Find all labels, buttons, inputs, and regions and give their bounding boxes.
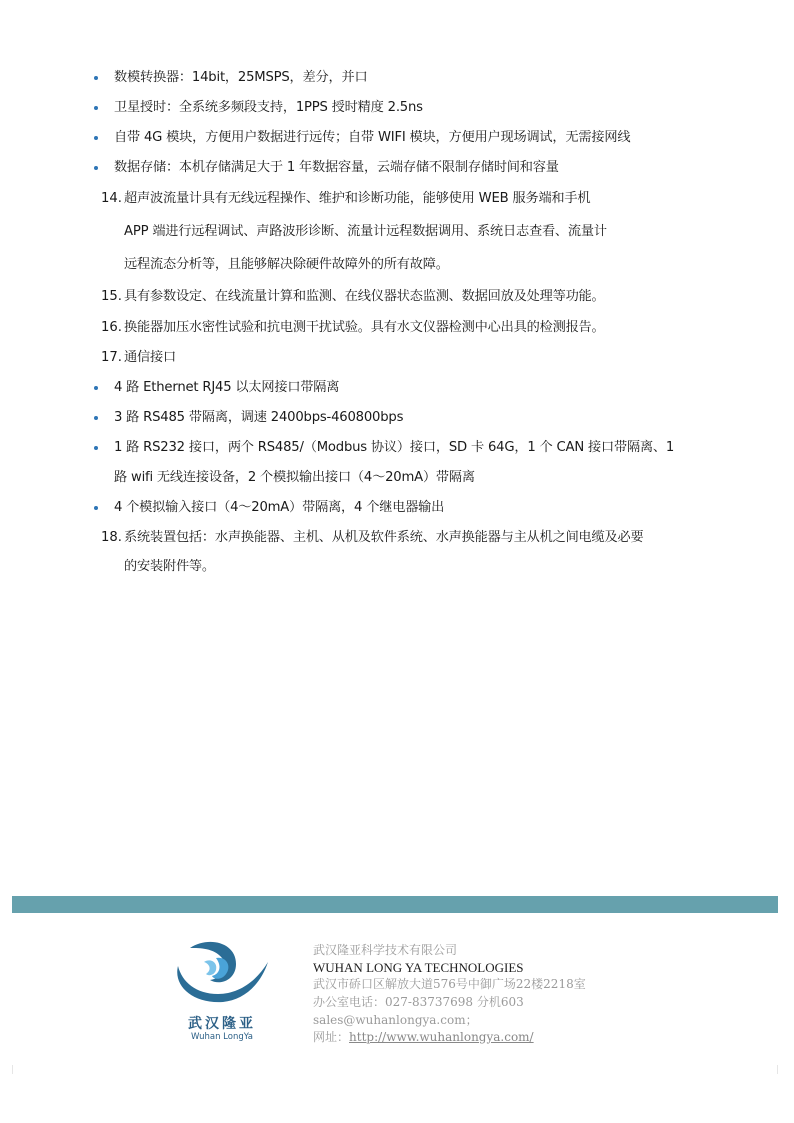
- bullet-icon: [94, 76, 98, 80]
- item-text: APP 端进行远程调试、声路波形诊断、流量计远程数据调用、系统日志查看、流量计: [124, 224, 607, 239]
- page-edge-mark: [12, 1065, 13, 1074]
- company-name-cn: 武汉隆亚科学技术有限公司: [313, 943, 458, 957]
- bullet-text: 自带 4G 模块，方便用户数据进行远传；自带 WIFI 模块，方便用户现场调试，无需接网线: [114, 130, 631, 145]
- bullet-icon: [94, 446, 98, 450]
- item-text: 的安装附件等。: [124, 559, 215, 574]
- bullet-icon: [94, 106, 98, 110]
- bullet-icon: [94, 506, 98, 510]
- logo-english-name: Wuhan LongYa: [191, 1032, 253, 1042]
- bullet-text: 1 路 RS232 接口，两个 RS485/（Modbus 协议）接口，SD 卡 64G，1 个 CAN 接口带隔离、1: [114, 440, 675, 455]
- bullet-text: 4 个模拟输入接口（4～20mA）带隔离，4 个继电器输出: [114, 500, 445, 515]
- company-email: sales@wuhanlongya.com；: [313, 1013, 478, 1027]
- company-address: 武汉市硚口区解放大道576号中御广场22楼2218室: [313, 977, 586, 991]
- company-phone: 办公室电话：027-83737698 分机603: [313, 995, 524, 1009]
- bullet-text: 数据存储：本机存储满足大于 1 年数据容量，云端存储不限制存储时间和容量: [114, 160, 559, 175]
- company-name-en: WUHAN LONG YA TECHNOLOGIES: [313, 960, 524, 975]
- item-number: 17.: [101, 350, 122, 365]
- logo-chinese-name: 武汉隆亚: [188, 1016, 256, 1032]
- bullet-text: 3 路 RS485 带隔离，调速 2400bps-460800bps: [114, 410, 404, 425]
- bullet-text: 路 wifi 无线连接设备，2 个模拟输出接口（4～20mA）带隔离: [114, 470, 475, 485]
- bullet-icon: [94, 416, 98, 420]
- item-text: 系统装置包括：水声换能器、主机、从机及软件系统、水声换能器与主从机之间电缆及必要: [124, 530, 644, 545]
- bullet-icon: [94, 386, 98, 390]
- item-text: 通信接口: [124, 350, 176, 365]
- company-website-row: [313, 1030, 534, 1045]
- item-text: 具有参数设定、在线流量计算和监测、在线仪器状态监测、数据回放及处理等功能。: [124, 289, 605, 304]
- item-number: 16.: [101, 320, 122, 335]
- item-text: 远程流态分析等，且能够解决除硬件故障外的所有故障。: [124, 257, 449, 272]
- item-text: 超声波流量计具有无线远程操作、维护和诊断功能，能够使用 WEB 服务端和手机: [124, 191, 591, 206]
- website-label: 网址：: [313, 1030, 350, 1044]
- item-number: 18.: [101, 530, 122, 545]
- bullet-icon: [94, 166, 98, 170]
- bullet-text: 数模转换器：14bit，25MSPS，差分，并口: [114, 70, 368, 85]
- item-text: 换能器加压水密性试验和抗电测干扰试验。具有水文仪器检测中心出具的检测报告。: [124, 320, 605, 335]
- website-link[interactable]: http://www.wuhanlongya.com/: [349, 1030, 534, 1044]
- bullet-text: 4 路 Ethernet RJ45 以太网接口带隔离: [114, 380, 340, 395]
- item-number: 15.: [101, 289, 122, 304]
- footer-banner: [12, 896, 778, 913]
- page-edge-mark: [777, 1065, 778, 1074]
- item-number: 14.: [101, 191, 122, 206]
- bullet-icon: [94, 136, 98, 140]
- bullet-text: 卫星授时：全系统多频段支持，1PPS 授时精度 2.5ns: [114, 100, 423, 115]
